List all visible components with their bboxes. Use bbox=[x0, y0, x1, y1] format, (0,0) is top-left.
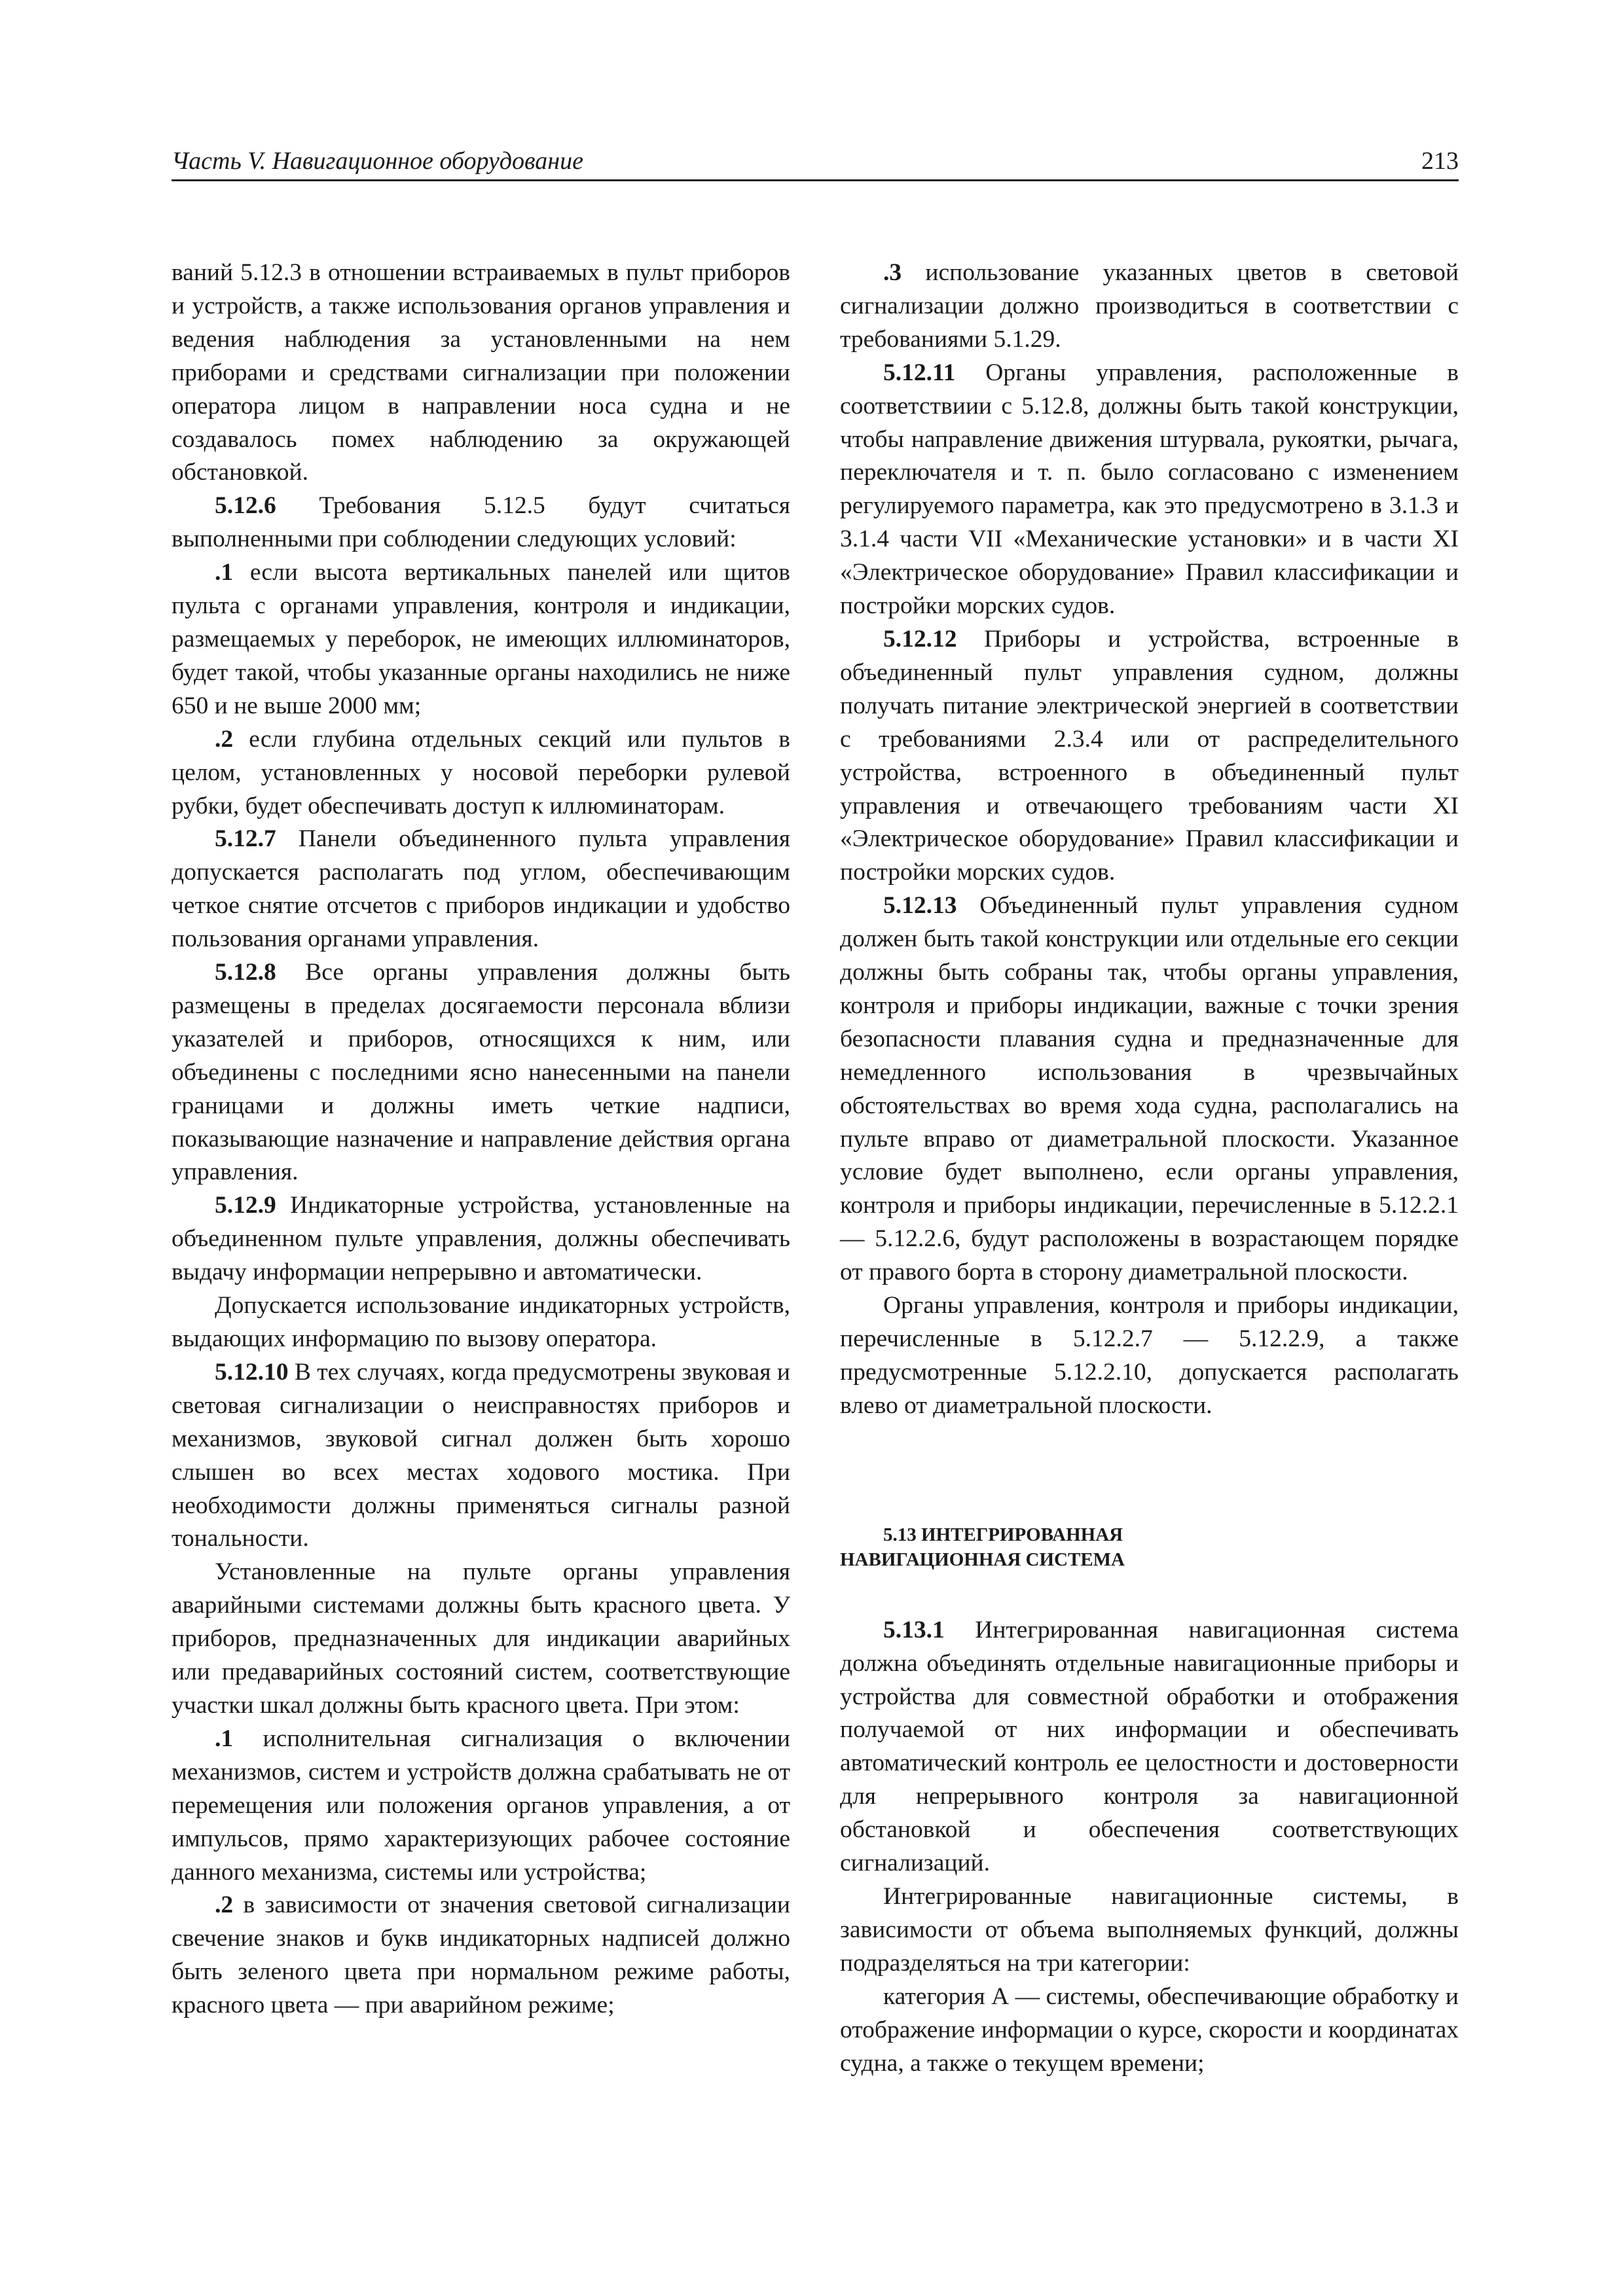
page-number: 213 bbox=[1421, 147, 1459, 175]
clause-number: 5.12.7 bbox=[215, 825, 276, 853]
paragraph: Органы управления, контроля и приборы индикации, перечисленные в 5.12.2.7 — 5.12.2.9, а также предусмотренные 5.12.2.10, допускается располагать влево от диаметральной плоскости. bbox=[840, 1292, 1459, 1419]
header-rule bbox=[172, 179, 1459, 181]
paragraph: категория А — системы, обеспечивающие обработку и отображение информации о курсе, скорости и координатах судна, а также о текущем времени; bbox=[840, 1982, 1459, 2077]
paragraph: 5.12.7 Панели объединенного пульта управления допускается располагать под углом, обеспечивающим четкое снятие отсчетов с приборов индикации и удобство пользования органами управления. bbox=[172, 825, 790, 953]
paragraph: .3 использование указанных цветов в световой сигнализации должно производиться в соответствии с требованиями 5.1.29. bbox=[840, 259, 1459, 353]
paragraph: 5.12.12 Приборы и устройства, встроенные в объединенный пульт управления судном, должны получать питание электрической энергией в соответствии с требованиями 2.3.4 или от распределительного устройства, встроенного в объединенный пульт управления и отвечающего требованиям части XI «Электрическое оборудование» Правил классификации и постройки морских судов. bbox=[840, 625, 1459, 886]
paragraph: Допускается использование индикаторных устройств, выдающих информацию по вызову оператора. bbox=[172, 1292, 790, 1352]
paragraph: .1 если высота вертикальных панелей или щитов пульта с органами управления, контроля и индикации, размещаемых у переборок, не имеющих иллюминаторов, будет такой, чтобы указанные органы находились не ниже 650 и не выше 2000 мм; bbox=[172, 559, 790, 719]
paragraph: Интегрированные навигационные системы, в зависимости от объема выполняемых функций, должны подразделяться на три категории: bbox=[840, 1882, 1459, 1977]
section-heading bbox=[840, 1522, 1459, 1572]
clause-number: 5.12.10 bbox=[215, 1358, 289, 1386]
clause-number: 5.12.9 bbox=[215, 1192, 276, 1219]
paragraph: 5.12.10 В тех случаях, когда предусмотрены звуковая и световая сигнализации о неисправностях приборов и механизмов, звуковой сигнал должен быть хорошо слышен во всех местах ходового мостика. При необходимости должны применяться сигналы разной тональности. bbox=[172, 1358, 790, 1552]
right-column bbox=[840, 257, 1459, 2080]
section-heading-line2: НАВИГАЦИОННАЯ СИСТЕМА bbox=[840, 1549, 1125, 1570]
paragraph: .1 исполнительная сигнализация о включении механизмов, систем и устройств должна срабатывать не от перемещения или положения органов управления, а от импульсов, прямо характеризующих рабочее состояние данного механизма, системы или устройства; bbox=[172, 1725, 790, 1886]
page-header bbox=[172, 145, 1459, 178]
paragraph: 5.12.8 Все органы управления должны быть размещены в пределах досягаемости персонала вблизи указателей и приборов, относящихся к ним, или объединены с последними ясно нанесенными на панели границами и должны иметь четкие надписи, показывающие назначение и направление действия органа управления. bbox=[172, 959, 790, 1186]
clause-number: 5.12.6 bbox=[215, 492, 276, 520]
clause-number: .1 bbox=[215, 559, 234, 586]
running-title: Часть V. Навигационное оборудование bbox=[172, 147, 583, 175]
clause-number: 5.12.11 bbox=[883, 359, 956, 386]
clause-number: .3 bbox=[883, 259, 902, 286]
paragraph: .2 если глубина отдельных секций или пультов в целом, установленных у носовой переборки рулевой рубки, будет обеспечивать доступ к иллюминаторам. bbox=[172, 725, 790, 819]
clause-number: 5.12.13 bbox=[883, 892, 957, 920]
clause-number: .1 bbox=[215, 1725, 234, 1752]
left-column bbox=[172, 257, 790, 2022]
paragraph: Установленные на пульте органы управления аварийными системами должны быть красного цвета. У приборов, предназначенных для индикации аварийных или предаварийных состояний систем, соответствующие участки шкал должны быть красного цвета. При этом: bbox=[172, 1558, 790, 1719]
clause-number: 5.12.12 bbox=[883, 625, 957, 653]
paragraph: 5.12.9 Индикаторные устройства, установленные на объединенном пульте управления, должны обеспечивать выдачу информации непрерывно и автоматически. bbox=[172, 1192, 790, 1286]
clause-number: 5.12.8 bbox=[215, 959, 276, 986]
paragraph: 5.12.11 Органы управления, расположенные в соответствиии с 5.12.8, должны быть такой конструкции, чтобы направление движения штурвала, рукоятки, рычага, переключателя и т. п. было согласовано с изменением регулируемого параметра, как это предусмотрено в 3.1.3 и 3.1.4 части VII «Механические установки» и в части XI «Электрическое оборудование» Правил классификации и постройки морских судов. bbox=[840, 359, 1459, 620]
paragraph: 5.13.1 Интегрированная навигационная система должна объединять отдельные навигационные приборы и устройства для совместной обработки и отображения получаемой от них информации и обеспечивать автоматический контроль ее целостности и достоверности для непрерывного контроля за навигационной обстановкой и обеспечения соответствующих сигнализаций. bbox=[840, 1616, 1459, 1877]
clause-number: .2 bbox=[215, 1892, 234, 1919]
paragraph: 5.12.6 Требования 5.12.5 будут считаться выполненными при соблюдении следующих условий: bbox=[172, 492, 790, 553]
paragraph: .2 в зависимости от значения световой сигнализации свечение знаков и букв индикаторных надписей должно быть зеленого цвета при нормальном режиме работы, красного цвета — при аварийном режиме; bbox=[172, 1892, 790, 2019]
clause-number: 5.13.1 bbox=[883, 1616, 945, 1643]
paragraph: ваний 5.12.3 в отношении встраиваемых в пульт приборов и устройств, а также использования органов управления и ведения наблюдения за установленными на нем приборами и средствами сигнализации при положении оператора лицом в направлении носа судна и не создавалось помех наблюдению за окружающей обстановкой. bbox=[172, 259, 790, 486]
section-heading-line1: 5.13 ИНТЕГРИРОВАННАЯ bbox=[883, 1524, 1123, 1545]
paragraph: 5.12.13 Объединенный пульт управления судном должен быть такой конструкции или отдельные его секции должны быть собраны так, чтобы органы управления, контроля и приборы индикации, важные с точки зрения безопасности плавания судна и предназначенные для немедленного использования в чрезвычайных обстоятельствах во время хода судна, располагались на пульте вправо от диаметральной плоскости. Указанное условие будет выполнено, если органы управления, контроля и приборы индикации, перечисленные в 5.12.2.1 — 5.12.2.6, будут расположены в возрастающем порядке от правого борта в сторону диаметральной плоскости. bbox=[840, 892, 1459, 1286]
clause-number: .2 bbox=[215, 725, 234, 753]
